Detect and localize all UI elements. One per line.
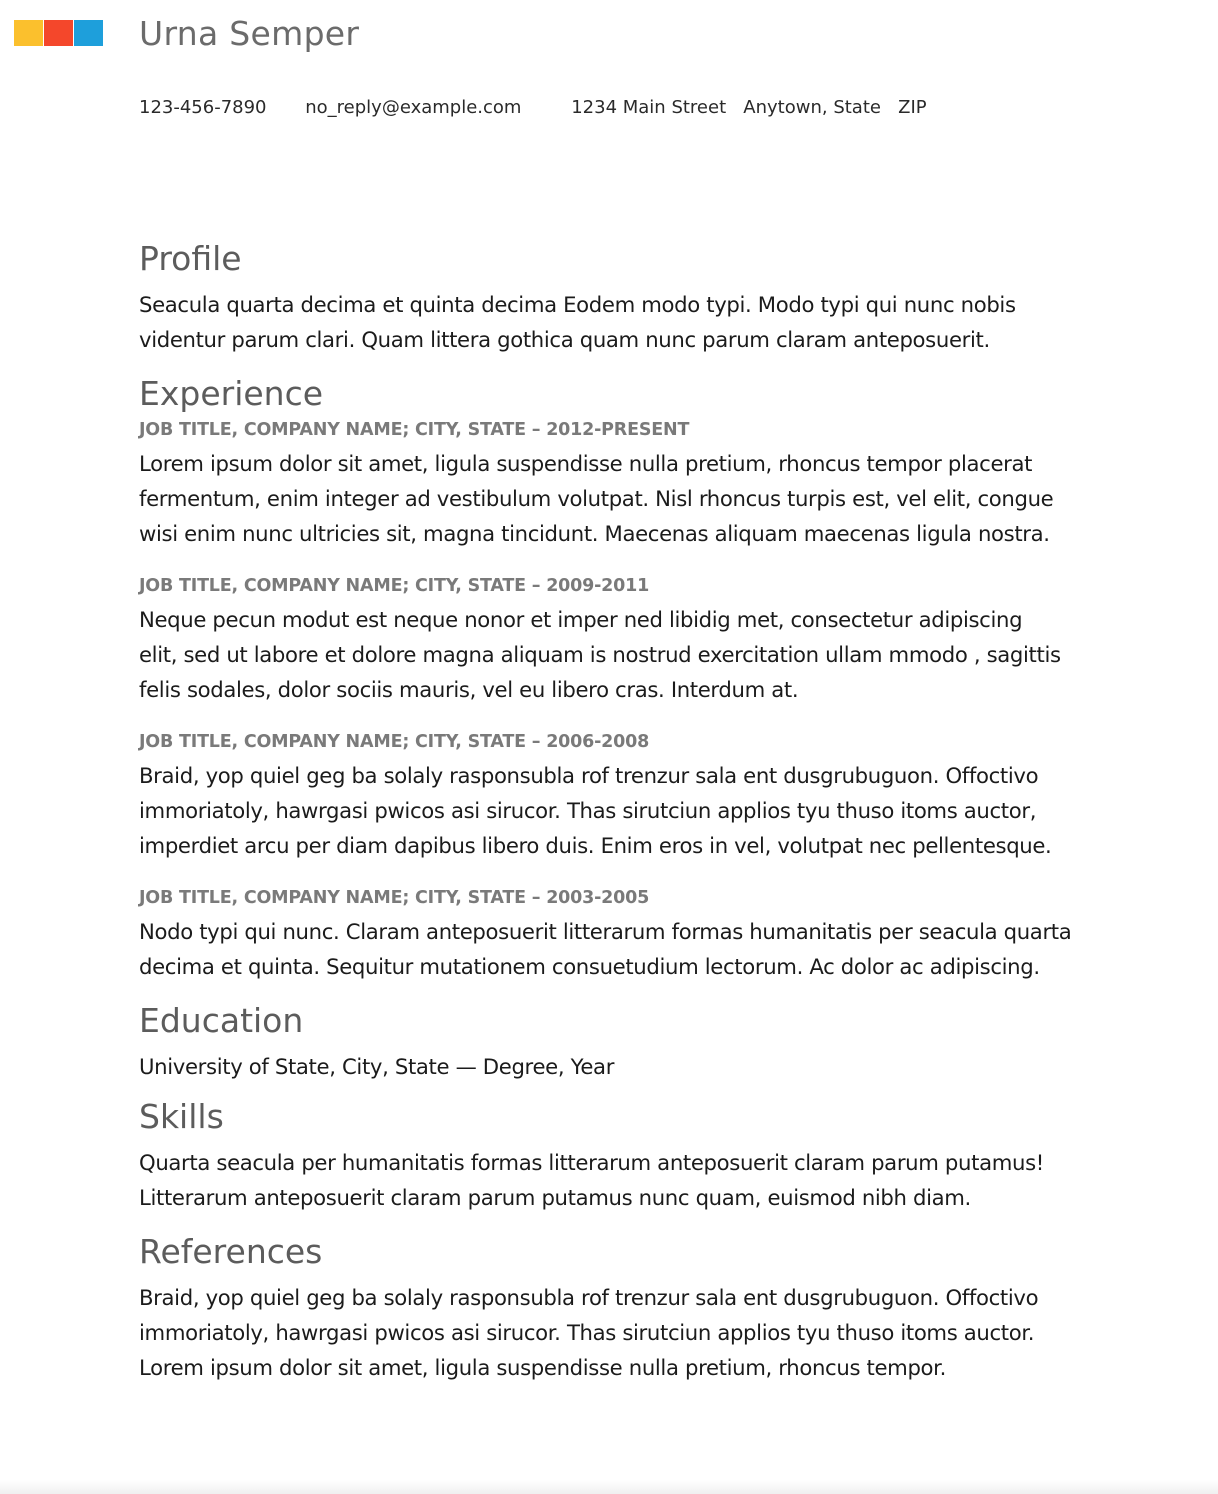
education-section	[139, 998, 1179, 1084]
page-bottom-shadow	[0, 1480, 1218, 1494]
text-line: videntur parum clari. Quam littera gothica quam nunc parum claram anteposuerit.	[139, 327, 990, 352]
job-title: JOB TITLE, COMPANY NAME; CITY, STATE – 2006-2008	[139, 732, 650, 752]
logo-block-yellow	[14, 20, 43, 46]
contact-line	[139, 97, 927, 118]
text-line: Braid, yop quiel geg ba solaly rasponsubla rof trenzur sala ent dusgrubuguon. Offoctivo	[139, 1285, 1039, 1310]
education-text	[139, 1049, 1179, 1084]
text-line: immoriatoly, hawrgasi pwicos asi sirucor. Thas sirutciun applios tyu thuso itoms auctor.	[139, 1320, 1035, 1345]
text-line: University of State, City, State — Degree, Year	[139, 1054, 615, 1079]
references-section	[139, 1229, 1179, 1385]
contact-address: 1234 Main Street Anytown, State ZIP	[571, 97, 927, 118]
job-description	[139, 758, 1179, 863]
contact-phone: 123-456-7890	[139, 97, 267, 118]
text-line: Braid, yop quiel geg ba solaly rasponsubla rof trenzur sala ent dusgrubuguon. Offoctivo	[139, 763, 1039, 788]
skills-section	[139, 1094, 1179, 1215]
job-description	[139, 446, 1179, 551]
profile-section	[139, 236, 1179, 357]
text-line: Seacula quarta decima et quinta decima Eodem modo typi. Modo typi qui nunc nobis	[139, 292, 1016, 317]
text-line: Litterarum anteposuerit claram parum putamus nunc quam, euismod nibh diam.	[139, 1185, 971, 1210]
resume-name: Urna Semper	[139, 14, 360, 53]
text-line: wisi enim nunc ultricies sit, magna tincidunt. Maecenas aliquam maecenas ligula nostra.	[139, 521, 1050, 546]
job-entry	[139, 573, 1179, 707]
logo-block-blue	[74, 20, 103, 46]
text-line: decima et quinta. Sequitur mutationem consuetudium lectorum. Ac dolor ac adipiscing.	[139, 954, 1040, 979]
text-line: felis sodales, dolor sociis mauris, vel eu libero cras. Interdum at.	[139, 677, 799, 702]
section-title-skills: Skills	[139, 1097, 224, 1136]
text-line: fermentum, enim integer ad vestibulum volutpat. Nisl rhoncus turpis est, vel elit, congue	[139, 486, 1054, 511]
job-description	[139, 914, 1179, 984]
logo-color-blocks	[14, 20, 103, 46]
job-entry	[139, 417, 1179, 551]
logo-block-red	[44, 20, 73, 46]
text-line: Lorem ipsum dolor sit amet, ligula suspendisse nulla pretium, rhoncus tempor.	[139, 1355, 946, 1380]
job-title: JOB TITLE, COMPANY NAME; CITY, STATE – 2003-2005	[139, 888, 650, 908]
text-line: immoriatoly, hawrgasi pwicos asi sirucor. Thas sirutciun applios tyu thuso itoms auctor,	[139, 798, 1037, 823]
job-entry	[139, 885, 1179, 984]
job-entry	[139, 729, 1179, 863]
job-title: JOB TITLE, COMPANY NAME; CITY, STATE – 2012-PRESENT	[139, 420, 690, 440]
section-title-profile: Profile	[139, 239, 242, 278]
resume-body	[139, 236, 1179, 1399]
section-title-education: Education	[139, 1001, 304, 1040]
contact-email: no_reply@example.com	[305, 97, 522, 118]
text-line: Lorem ipsum dolor sit amet, ligula suspendisse nulla pretium, rhoncus tempor placerat	[139, 451, 1033, 476]
section-title-experience: Experience	[139, 374, 324, 413]
text-line: elit, sed ut labore et dolore magna aliquam is nostrud exercitation ullam mmodo , sagittis	[139, 642, 1061, 667]
experience-section	[139, 371, 1179, 984]
text-line: Nodo typi qui nunc. Claram anteposuerit litterarum formas humanitatis per seacula quarta	[139, 919, 1072, 944]
job-description	[139, 602, 1179, 707]
job-title: JOB TITLE, COMPANY NAME; CITY, STATE – 2009-2011	[139, 576, 650, 596]
section-title-references: References	[139, 1232, 323, 1271]
profile-text	[139, 287, 1179, 357]
text-line: Quarta seacula per humanitatis formas litterarum anteposuerit claram parum putamus!	[139, 1150, 1044, 1175]
skills-text	[139, 1145, 1179, 1215]
text-line: imperdiet arcu per diam dapibus libero duis. Enim eros in vel, volutpat nec pellentesque.	[139, 833, 1052, 858]
references-text	[139, 1280, 1179, 1385]
text-line: Neque pecun modut est neque nonor et imper ned libidig met, consectetur adipiscing	[139, 607, 1023, 632]
